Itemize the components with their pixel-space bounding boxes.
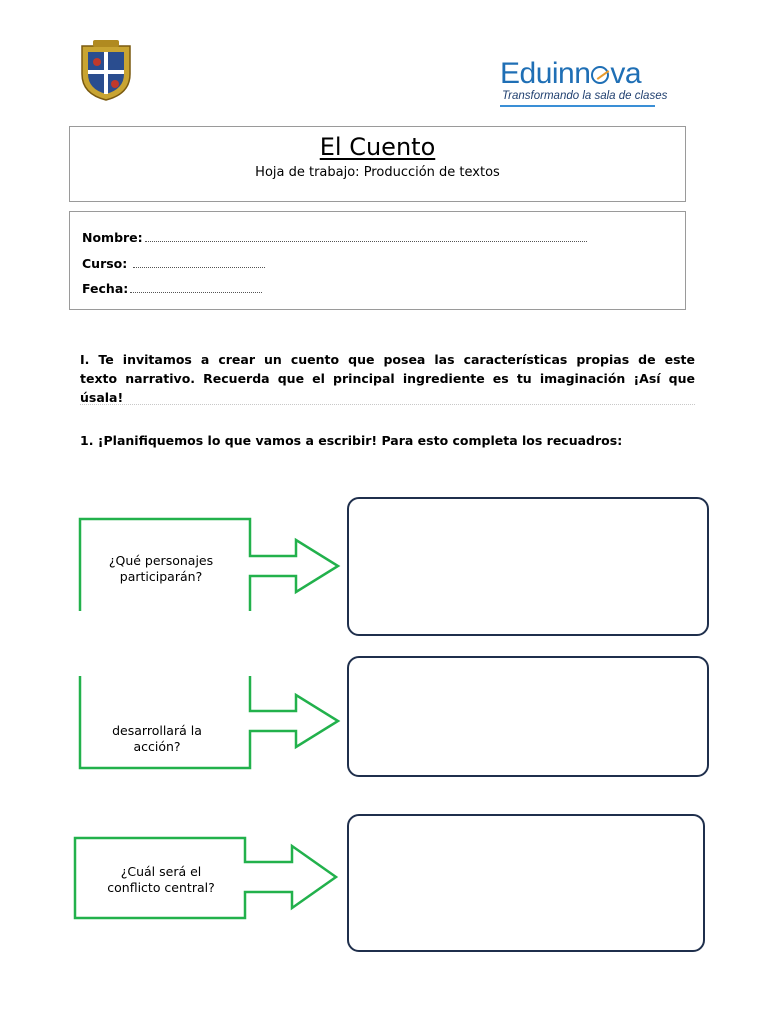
student-info-box xyxy=(69,211,686,310)
course-label: Curso: xyxy=(82,256,128,271)
brand-tagline: Transformando la sala de clases xyxy=(502,90,668,102)
question-setting xyxy=(82,723,232,755)
name-label: Nombre: xyxy=(82,230,143,245)
answer-box-conflict[interactable] xyxy=(347,814,705,952)
title-box xyxy=(69,126,686,202)
course-blank[interactable] xyxy=(133,255,265,268)
answer-box-characters[interactable] xyxy=(347,497,709,636)
instructions-text: I. Te invitamos a crear un cuento que posea las características propias de este texto narrativo. Recuerda que el principal ingrediente es tu imaginación ¡Así que úsala! xyxy=(80,352,695,405)
separator-line xyxy=(80,404,695,405)
question-line: acción? xyxy=(133,739,181,754)
page-subtitle: Hoja de trabajo: Producción de textos xyxy=(255,165,500,180)
question-line: conflicto central? xyxy=(107,880,215,895)
question-line: ¿Cuál será el xyxy=(120,864,202,879)
date-field[interactable] xyxy=(82,280,262,296)
brand-underline xyxy=(500,105,655,107)
university-crest-logo xyxy=(78,40,134,102)
name-blank[interactable] xyxy=(145,229,587,242)
question-line: participarán? xyxy=(119,569,203,584)
eduinnova-logo xyxy=(500,57,668,109)
question-characters xyxy=(86,553,236,585)
course-field[interactable] xyxy=(82,255,265,271)
name-field[interactable] xyxy=(82,229,587,245)
date-blank[interactable] xyxy=(130,280,262,293)
page-title: El Cuento xyxy=(319,133,436,161)
brand-name: Eduinn va xyxy=(500,57,642,90)
question-conflict xyxy=(86,864,236,896)
answer-box-setting[interactable] xyxy=(347,656,709,777)
date-label: Fecha: xyxy=(82,281,129,296)
question-line: desarrollará la xyxy=(112,723,202,738)
question-line: ¿Qué personajes xyxy=(108,553,214,568)
brand-o-icon xyxy=(591,66,609,84)
step-1-heading: 1. ¡Planifiquemos lo que vamos a escribir! Para esto completa los recuadros: xyxy=(80,433,623,448)
